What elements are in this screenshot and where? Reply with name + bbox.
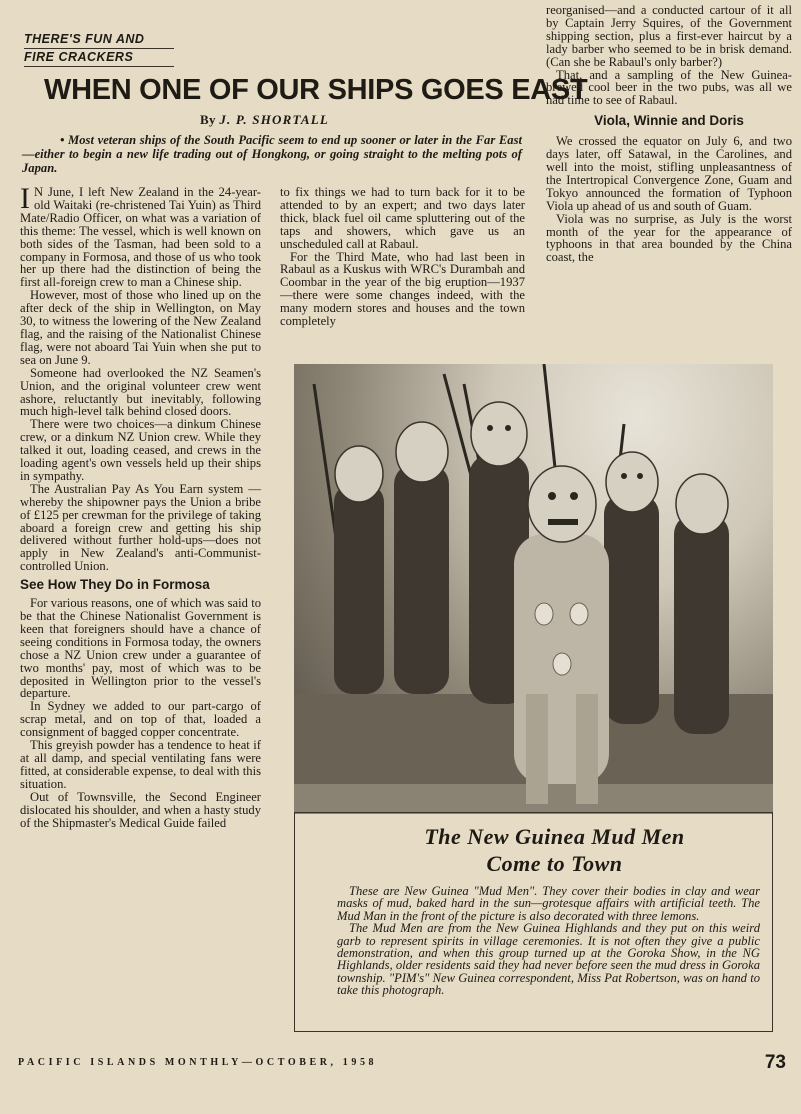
byline-author: J. P. SHORTALL — [219, 112, 330, 127]
caption-body — [337, 885, 760, 997]
paragraph: We crossed the equator on July 6, and two days later, off Satawal, in the Carolines, and well into the moist, stifling unpleasantness of the Intertropical Convergence Zone, Guam and Tokyo announced the formation of Typhoon Viola up ahead of us and south of Guam. — [546, 134, 792, 213]
paragraph: Viola was no surprise, as July is the worst month of the year for the appearance of typhoons in that area bounded by the China coast, the — [546, 211, 792, 265]
paragraph: Someone had overlooked the NZ Seamen's Union, and the original volunteer crew went ashore, reluctantly but inevitably, following much high-level talk behind closed doors. — [20, 365, 261, 419]
paragraph: For various reasons, one of which was said to be that the Chinese Nationalist Government is keen that foreigners should have a chance of seeing conditions in Formosa today, the owners chose a NZ Union crew under a guarantee of two months' pay, most of which was to be deposited in Wellington prior to the vessel's departure. — [20, 596, 261, 701]
subheading: See How They Do in Formosa — [20, 577, 210, 593]
paragraph-text: N June, I left New Zealand in the 24-year-old Waitaki (re-christened Tai Yuin) as Third Mate/Radio Officer, on what was a variation of this theme: The vessel, which is well known on both sides of the Tasman, had been sold to a company in Formosa, and those of us who took her up there had the distinction of being the first all-foreign crew to man a Chinese ship. — [20, 185, 261, 290]
kicker — [24, 31, 174, 67]
drop-cap: I — [20, 182, 30, 215]
caption-title-line-1: The New Guinea Mud Men — [424, 824, 685, 849]
mud-men-photograph — [294, 364, 773, 814]
paragraph: For the Third Mate, who had last been in Rabaul as a Kuskus with WRC's Durambah and Coombar in the year of the big eruption—1937—there were some changes indeed, with the many modern stores and houses and the town completely — [280, 249, 525, 329]
article-headline: WHEN ONE OF OUR SHIPS GOES EAST — [44, 74, 588, 106]
paragraph: In Sydney we added to our part-cargo of scrap metal, and on top of that, loaded a consignment of bagged copper concentrate. — [20, 699, 261, 740]
column-3 — [546, 4, 792, 264]
caption-paragraph: These are New Guinea "Mud Men". They cover their bodies in clay and wear masks of mud, baked hard in the sun—grotesque affairs with artificial teeth. The Mud Man in the front of the picture is also decorated with three lemons. — [337, 884, 760, 923]
caption-title-line-2: Come to Town — [486, 851, 623, 876]
paragraph: There were two choices—a dinkum Chinese crew, or a dinkum NZ Union crew. While they talked it out, loading ceased, and crews in the loading agent's own vessels held up their ships in sympathy. — [20, 417, 261, 483]
byline-prefix: By — [200, 112, 220, 127]
paragraph: However, most of those who lined up on the after deck of the ship in Wellington, on May 30, to witness the lowering of the New Zealand flag, and the raising of the Nationalist Chinese flag, were not aboard Tai Yuin when she put to sea on June 9. — [20, 288, 261, 367]
photo-caption-box — [294, 812, 773, 1032]
paragraph: Out of Townsville, the Second Engineer dislocated his shoulder, and when a hasty study of the Shipmaster's Medical Guide failed — [20, 789, 261, 830]
caption-paragraph: The Mud Men are from the New Guinea Highlands and they put on this weird garb to represent spirits in village ceremonies. It is not often they give a public demonstration, and when this group turned up at the Goroka Show, in the NG Highlands, older residents said they had never before seen the mud dress in Goroka township. "PIM's" New Guinea correspondent, Miss Pat Robertson, was on hand to take this photograph. — [337, 921, 760, 998]
paragraph: to fix things we had to turn back for it to be attended to by an expert; and two days later thick, black fuel oil came spluttering out of the taps and showers, which gave us an unscheduled call at Rabaul. — [280, 185, 525, 251]
kicker-line-1: THERE'S FUN AND — [24, 31, 174, 49]
page-number: 73 — [764, 1052, 786, 1073]
kicker-line-2: FIRE CRACKERS — [24, 49, 174, 67]
running-head: PACIFIC ISLANDS MONTHLY—OCTOBER, 1958 — [18, 1057, 378, 1068]
paragraph: reorganised—and a conducted cartour of it all by Captain Jerry Squires, of the Government shipping section, plus a first-ever haircut by a lady barber who seemed to be in brisk demand. (Can she be Rabaul's only barber?) — [546, 3, 792, 69]
caption-title — [337, 823, 760, 877]
column-2 — [280, 186, 525, 328]
subheading: Viola, Winnie and Doris — [594, 113, 744, 129]
column-1 — [20, 182, 261, 830]
paragraph — [20, 182, 261, 290]
byline — [200, 112, 329, 128]
paragraph: That, and a sampling of the New Guinea-brewed cool beer in the two pubs, was all we had time to see of Rabaul. — [546, 67, 792, 108]
photo-illustration — [294, 364, 773, 814]
paragraph: This greyish powder has a tendence to heat if at all damp, and special ventilating fans were fitted, at considerable expense, to deal with this situation. — [20, 738, 261, 791]
article-intro: • Most veteran ships of the South Pacific seem to end up sooner or later in the Far East—either to begin a new life trading out of Hongkong, or going straight to the melting pots of Japan. — [22, 133, 522, 175]
page-footer — [18, 1054, 786, 1076]
paragraph: The Australian Pay As You Earn system — whereby the shipowner pays the Union a bribe of £125 per crewman for the privilege of taking aboard a foreign crew and getting his ship delivered without further hold-ups—does not apply in New Zealand's anti-Communist-controlled Union. — [20, 481, 261, 574]
